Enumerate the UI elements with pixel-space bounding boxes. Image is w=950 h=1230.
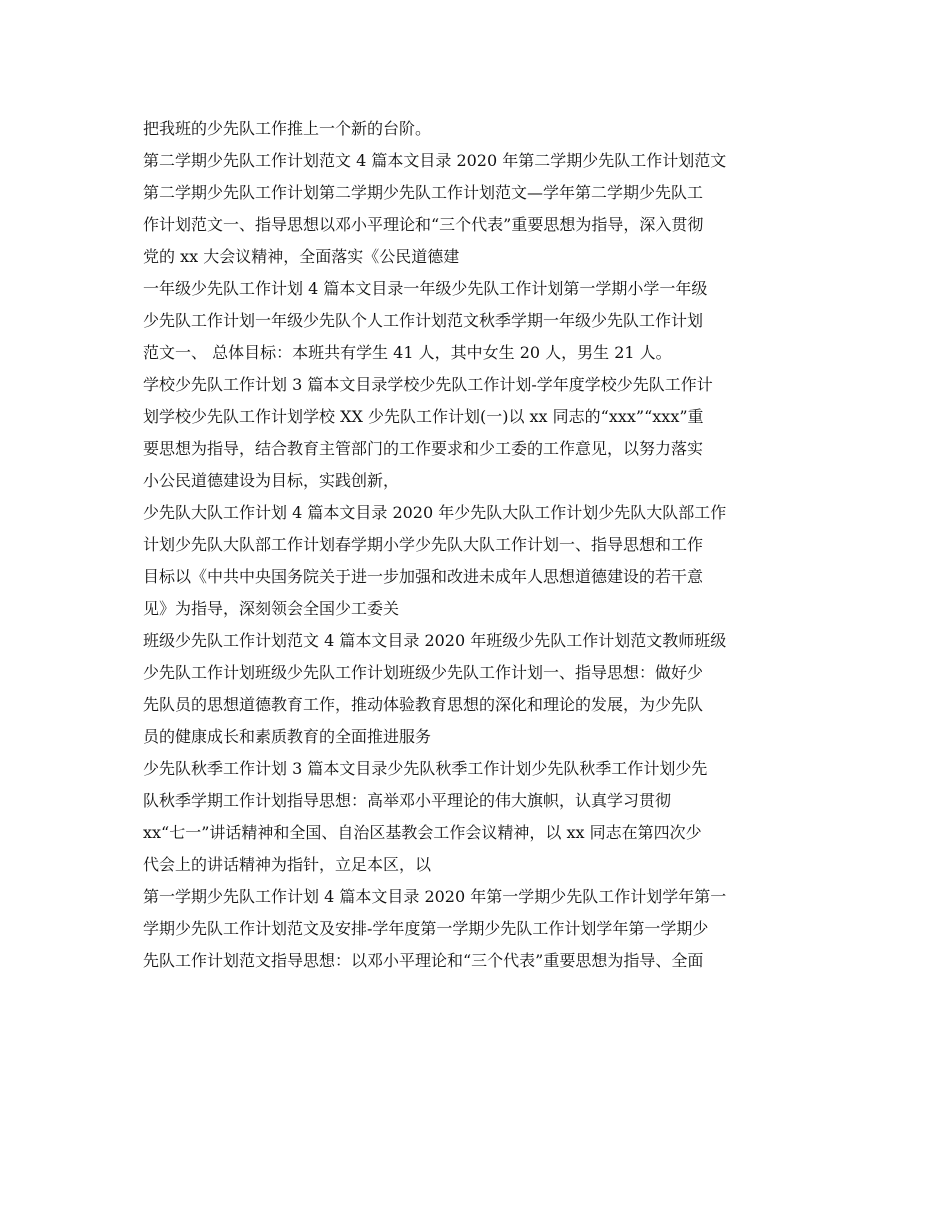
- text-line: 先队员的思想道德教育工作，推动体验教育思想的深化和理论的发展，为少先队: [143, 695, 704, 714]
- text-line: 少先队工作计划班级少先队工作计划班级少先队工作计划一、指导思想：做好少: [143, 663, 704, 682]
- text-line: 划学校少先队工作计划学校 XX 少先队工作计划(一)以 xx 同志的“xxx”“xxx”重: [143, 407, 704, 426]
- text-line: 小公民道德建设为目标，实践创新，: [143, 471, 400, 490]
- text-line: 学校少先队工作计划 3 篇本文目录学校少先队工作计划-学年度学校少先队工作计: [143, 375, 713, 394]
- text-line: 目标以《中共中央国务院关于进一步加强和改进未成年人思想道德建设的若干意: [143, 567, 704, 586]
- text-line: 先队工作计划范文指导思想：以邓小平理论和“三个代表”重要思想为指导、全面: [143, 951, 704, 970]
- text-line: 一年级少先队工作计划 4 篇本文目录一年级少先队工作计划第一学期小学一年级: [143, 279, 708, 298]
- text-line: 范文一、 总体目标：本班共有学生 41 人，其中女生 20 人，男生 21 人。: [143, 343, 672, 362]
- text-line: 要思想为指导，结合教育主管部门的工作要求和少工委的工作意见，以努力落实: [143, 439, 704, 458]
- text-line: 代会上的讲话精神为指针，立足本区，以: [143, 855, 432, 874]
- text-line: 学期少先队工作计划范文及安排-学年度第一学期少先队工作计划学年第一学期少: [143, 919, 709, 938]
- text-line: 第二学期少先队工作计划范文 4 篇本文目录 2020 年第二学期少先队工作计划范文: [143, 151, 727, 170]
- text-line: 队秋季学期工作计划指导思想：高举邓小平理论的伟大旗帜，认真学习贯彻: [143, 791, 672, 810]
- text-line: 少先队工作计划一年级少先队个人工作计划范文秋季学期一年级少先队工作计划: [143, 311, 704, 330]
- text-line: xx“七一”讲话精神和全国、自治区基教会工作会议精神，以 xx 同志在第四次少: [143, 823, 702, 842]
- text-line: 把我班的少先队工作推上一个新的台阶。: [143, 119, 432, 138]
- text-line: 第二学期少先队工作计划第二学期少先队工作计划范文—学年第二学期少先队工: [143, 183, 704, 202]
- text-line: 第一学期少先队工作计划 4 篇本文目录 2020 年第一学期少先队工作计划学年第一: [143, 887, 727, 906]
- text-line: 班级少先队工作计划范文 4 篇本文目录 2020 年班级少先队工作计划范文教师班级: [143, 631, 727, 650]
- text-line: 计划少先队大队部工作计划春学期小学少先队大队工作计划一、指导思想和工作: [143, 535, 704, 554]
- text-line: 党的 xx 大会议精神，全面落实《公民道德建: [143, 247, 460, 266]
- text-line: 见》为指导，深刻领会全国少工委关: [143, 599, 400, 618]
- text-line: 员的健康成长和素质教育的全面推进服务: [143, 727, 432, 746]
- text-line: 少先队大队工作计划 4 篇本文目录 2020 年少先队大队工作计划少先队大队部工作: [143, 503, 727, 522]
- text-line: 少先队秋季工作计划 3 篇本文目录少先队秋季工作计划少先队秋季工作计划少先: [143, 759, 708, 778]
- document-body: [143, 113, 808, 977]
- text-line: 作计划范文一、指导思想以邓小平理论和“三个代表”重要思想为指导，深入贯彻: [143, 215, 704, 234]
